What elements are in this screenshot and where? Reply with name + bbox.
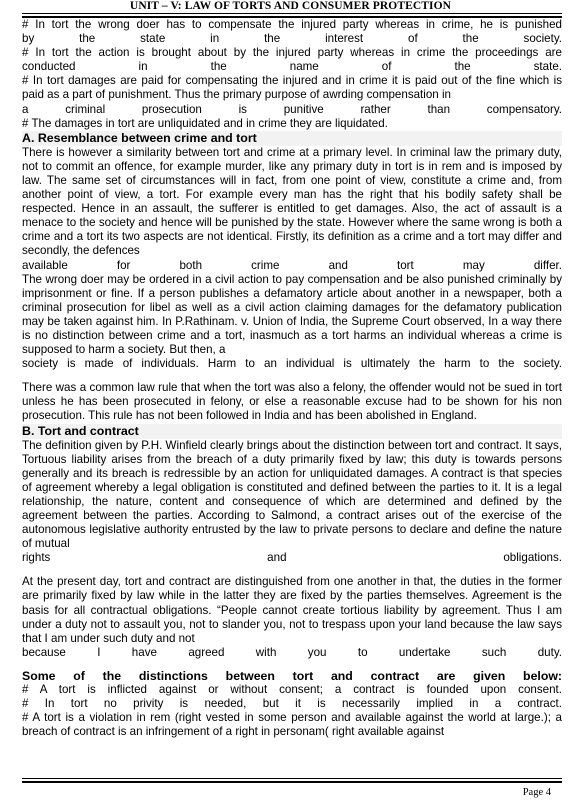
distinction-item-1: # A tort is inflicted against or without consent; a contract is founded upon consent. xyxy=(22,683,562,697)
distinction-item-3: # A tort is a violation in rem (right vested in some person and available against the world at large.); a breach of contract is an infringement of a right in personam( right available against xyxy=(22,711,562,739)
distinction-item-2: # In tort no privity is needed, but it is necessarily implied in a contract. xyxy=(22,697,562,711)
footer-rule-thin xyxy=(22,778,562,779)
section-a-paragraph-1: There is however a similarity between tort and crime at a primary level. In criminal law the primary duty, not to commit an offence, for example murder, like any primary duty in tort is in rem and is imposed by law. The same set of circumstances will in fact, from one point of view, constitute a crime and, from another point of view, a tort. For example every man has the right that his bodily safety shall be respected. Hence in an assault, the sufferer is entitled to get damages. Also, the act of assault is a menace to the society and hence will be punished by the state. However where the same wrong is both a crime and a tort its two aspects are not identical. Firstly, its definition as a crime and a tort may differ and secondly, the defences xyxy=(22,145,562,258)
footer-rule-thick xyxy=(22,781,562,783)
intro-line-2: by the state in the interest of the society. xyxy=(22,32,562,46)
intro-line-5: # In tort damages are paid for compensating the injured and in crime it is paid out of the fine which is paid as a part of punishment. Thus the primary purpose of awrding compensation in xyxy=(22,74,562,102)
section-b-paragraph-1-last: rights and obligations. xyxy=(22,551,562,565)
paragraph-spacer xyxy=(22,660,562,669)
section-heading-a: A. Resemblance between crime and tort xyxy=(22,131,562,146)
section-a-paragraph-2-last: society is made of individuals. Harm to an individual is ultimately the harm to the society. xyxy=(22,357,562,371)
intro-line-1: # In tort the wrong doer has to compensate the injured party whereas in crime, he is punished xyxy=(22,18,562,31)
paragraph-spacer xyxy=(22,565,562,575)
section-heading-b: B. Tort and contract xyxy=(22,424,562,439)
distinctions-heading: Some of the distinctions between tort and contract are given below: xyxy=(22,668,562,683)
paragraph-spacer xyxy=(22,371,562,381)
section-a-paragraph-1-last: available for both crime and tort may differ. xyxy=(22,258,562,272)
section-b-paragraph-1: The definition given by P.H. Winfield clearly brings about the distinction between tort and contract. It says, Tortuous liability arises from the breach of a duty primarily fixed by law; this duty is towards persons generally and its breach is redressible by an action for unliquidated damages. A contract is that species of agreement whereby a legal obligation is constituted and defined between the parties to it. It is a legal relationship, the nature, content and consequence of which are determined and defined by the agreement between the parties. According to Salmond, a contract arises out of the exercise of the autonomous legislative authority entrusted by the law to private persons to declare and define the nature of mutual xyxy=(22,438,562,551)
page-header: UNIT – V: LAW OF TORTS AND CONSUMER PROTECTION xyxy=(129,0,452,12)
section-b-paragraph-2-last: because I have agreed with you to undertake such duty. xyxy=(22,645,562,659)
section-a-paragraph-3: There was a common law rule that when the tort was also a felony, the offender would not be sued in tort unless he has been prosecuted in felony, or else a reasonable excuse had to be shown for his non prosecution. This rule has not been followed in India and has been abolished in England. xyxy=(22,381,562,423)
header-rule-thin xyxy=(22,13,562,14)
page-number: Page 4 xyxy=(522,787,551,798)
intro-line-4: conducted in the name of the state. xyxy=(22,60,562,74)
intro-line-6: a criminal prosecution is punitive rather than compensatory. xyxy=(22,102,562,116)
section-a-paragraph-2: The wrong doer may be ordered in a civil action to pay compensation and be also punished criminally by imprisonment or fine. If a person publishes a defamatory article about another in a newspaper, both a criminal prosecution for libel as well as a civil action claiming damages for the defamatory publication may be taken against him. In P.Rathinam. v. Union of India, the Supreme Court observed, In a way there is no distinction between crime and a tort, inasmuch as a tort harms an individual whereas a crime is supposed to harm a society. But then, a xyxy=(22,272,562,357)
section-b-paragraph-2: At the present day, tort and contract are distinguished from one another in that, the duties in the former are primarily fixed by law while in the latter they are fixed by the parties themselves. Agreement is the basis for all contractual obligations. “People cannot create tortious liability by agreement. Thus I am under a duty not to assault you, not to slander you, not to trespass upon your land because the law says that I am under such duty and not xyxy=(22,575,562,645)
intro-line-7: # The damages in tort are unliquidated and in crime they are liquidated. xyxy=(22,116,388,130)
page-content xyxy=(22,18,562,739)
intro-line-3: # In tort the action is brought about by the injured party whereas in crime the proceedings are xyxy=(22,46,562,60)
